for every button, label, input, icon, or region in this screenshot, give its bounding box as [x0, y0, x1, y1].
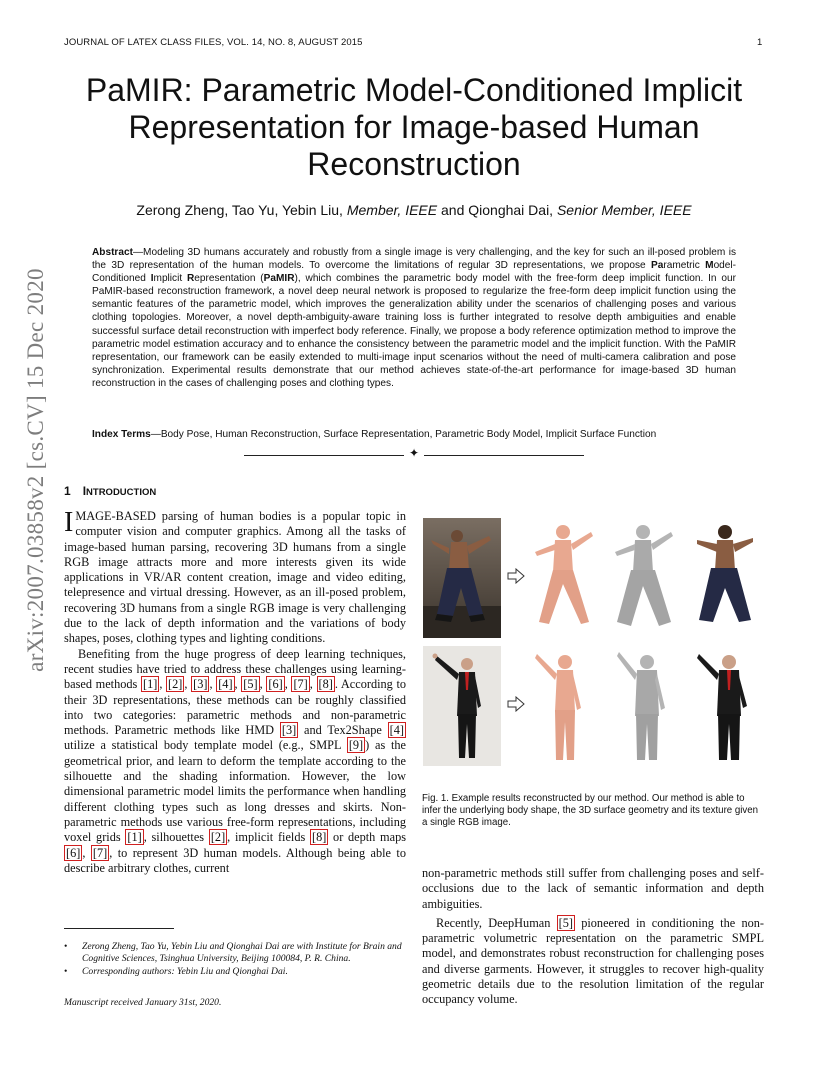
paragraph-text: Recently, DeepHuman: [436, 915, 557, 930]
intro-paragraph-2: Benefiting from the huge progress of deep learning techniques, recent studies have tried to address these challenges using learning-based methods [1] , [2] , [3] , [4] , [5] , [6] , [7] , [8] . According to their 3D representations, these methods can be roughly classified into two categories: parametric methods and non-parametric methods. Parametric methods like HMD [3] and Tex2Shape [4] utilize a statistical body template model (e.g., SMPL [9] ) as the geometrical prior, and learn to deform the template according to the silhouette and the shading information. However, the low dimensional parametric model limits the performance when handling different clothing types such as long dresses and skirts. Non-parametric methods use various free-form representations, including voxel grids [1] , silhouettes [2] , implicit fields [8] or depth maps [6] , [7] , to represent 3D human models. Although being able to describe arbitrary clothes, current: [64, 646, 407, 875]
right-paragraph-1: non-parametric methods still suffer from challenging poses and self-occlusions due to the lack of semantic information and depth ambiguities.: [422, 866, 764, 911]
abstract-text: ), which combines the parametric body model with the free-form deep implicit function. In our PaMIR-based reconstruction framework, a novel deep neural network is proposed to regularize the free-form deep implicit function using the semantic features of the parametric model, which improves the generalization ability under the scenarios of challenging poses and various clothing topologies. Moreover, a novel depth-ambiguity-aware training loss is further integrated to resolve depth ambiguities and enable successful surface detail reconstruction with imperfect body reference. Finally, we propose a body reference optimization method to improve the parametric model estimation accuracy and to enhance the consistency between the parametric model and the implicit function. With the PaMIR representation, our framework can be easily extended to multi-image input scenarios without the need of multi-camera calibration and pose synchronization. Experimental results demonstrate that our method achieves state-of-the-art performance for image-based 3D human reconstruction in the cases of challenging poses and clothing types.: [92, 273, 736, 389]
textured-model-businessman: [689, 646, 759, 766]
body-shape-model-businessman: [529, 646, 599, 766]
bullet-icon: •: [64, 966, 68, 977]
right-paragraph-2: [422, 916, 764, 1008]
acronym-rest: epresentation (: [194, 273, 264, 285]
paragraph-text: . According to their 3D representations, these methods can be roughly classified into two categories: parametric methods and non-parametric methods. Parametric methods like HMD: [64, 677, 407, 738]
citation-link[interactable]: [3]: [281, 723, 297, 738]
arxiv-identifier: arXiv:2007.03858v2 [cs.CV] 15 Dec 2020: [23, 268, 48, 672]
acronym-rest: mplicit: [153, 273, 187, 285]
footnotes: [64, 941, 406, 979]
member-affiliation: Member, IEEE: [346, 202, 438, 218]
citation-link[interactable]: [6]: [268, 677, 283, 692]
citation-link[interactable]: [7]: [92, 845, 108, 860]
surface-geometry-model-fighter: [609, 518, 679, 638]
figure-1: [423, 518, 763, 770]
figure-row-businessman: [423, 646, 763, 766]
paragraph-text: pioneered in conditioning the non-parametric volumetric representation on the parametric SMPL model, and demonstrates robust reconstruction for challenging poses and diverse garments. However, it struggles to recover high-quality geometric details due to the resolution limitation of the regular occupancy volume.: [422, 915, 764, 1007]
citation-link[interactable]: [4]: [218, 677, 233, 692]
drop-cap: I: [64, 507, 74, 538]
paragraph-text: or depth maps: [328, 830, 407, 845]
citation-link[interactable]: [8]: [311, 830, 327, 845]
input-photo-fighter: [423, 518, 501, 638]
citation-link[interactable]: [1]: [127, 830, 142, 845]
input-photo-businessman: [423, 646, 501, 766]
textured-model-fighter: [689, 518, 759, 638]
figure-row-fighter: [423, 518, 763, 638]
arrow-right-icon: [507, 568, 525, 584]
abstract-label: Abstract: [92, 247, 133, 258]
senior-member-affiliation: Senior Member, IEEE: [556, 202, 692, 218]
citation-link[interactable]: [2]: [168, 677, 183, 692]
acronym-letter: Pa: [650, 260, 664, 272]
body-column-left: [64, 509, 406, 876]
index-terms: [92, 429, 736, 440]
lead-in-smallcaps: MAGE-BASED: [75, 509, 156, 523]
citation-link[interactable]: [6]: [66, 845, 81, 860]
intro-paragraph-1: [64, 509, 406, 647]
citation-link[interactable]: [1]: [142, 677, 158, 692]
section-title-initial: I: [82, 484, 87, 498]
footnote-item: [64, 966, 406, 978]
acronym-letter: R: [186, 273, 195, 285]
figure-caption: Fig. 1. Example results reconstructed by our method. Our method is able to infer the underlying body shape, the 3D surface geometry and its texture given a single RGB image.: [422, 793, 759, 829]
acronym-rest: odel-Conditioned: [92, 260, 737, 285]
paragraph-text: ) as the geometrical prior, and learn to deform the template according to the silhouette and the shading information. However, the low dimensional parametric model limits the performance when handling different clothing types such as long dresses and skirts. Non-parametric methods use various free-form representations, including voxel grids: [64, 738, 406, 845]
citation-link[interactable]: [5]: [558, 915, 573, 930]
index-terms-label: Index Terms: [92, 429, 151, 440]
arrow-right-icon: [507, 696, 525, 712]
bullet-icon: •: [64, 941, 68, 952]
abstract: [92, 246, 736, 390]
author-names: Zerong Zheng, Tao Yu, Yebin Liu,: [136, 202, 343, 218]
author-name-last: and Qionghai Dai,: [441, 202, 554, 218]
citation-link[interactable]: [8]: [318, 677, 333, 692]
section-title: NTRODUCTION: [86, 487, 157, 498]
abstract-text: —Modeling 3D humans accurately and robustly from a single image is very challenging, and the key for such an ill-posed problem is the 3D representation of the human models. To overcome the limitations of regular 3D representations, we propose: [92, 247, 736, 272]
manuscript-note: Manuscript received January 31st, 2020.: [64, 997, 222, 1008]
paragraph-text: Benefiting from the huge progress of deep learning techniques, recent studies have tried to address these challenges using learning-based methods: [64, 646, 406, 692]
paragraph-text: , implicit fields: [227, 830, 310, 845]
acronym-letter: I: [150, 273, 154, 285]
paragraph-text: utilize a statistical body template model (e.g., SMPL: [64, 738, 347, 753]
acronym-letter: M: [705, 260, 714, 272]
acronym-full: PaMIR: [263, 273, 295, 285]
index-terms-text: —Body Pose, Human Reconstruction, Surface Representation, Parametric Body Model, Implicit Surface Function: [150, 429, 657, 440]
footnote-text: Corresponding authors: Yebin Liu and Qionghai Dai.: [82, 966, 288, 977]
running-header: JOURNAL OF LATEX CLASS FILES, VOL. 14, NO. 8, AUGUST 2015: [64, 37, 363, 48]
divider-line: [244, 455, 404, 456]
citation-link[interactable]: [4]: [389, 723, 404, 738]
section-heading: [64, 484, 156, 498]
footnote-rule: [64, 928, 174, 929]
citation-link[interactable]: [9]: [348, 738, 364, 753]
section-divider: [244, 448, 584, 462]
acronym-rest: rametric: [663, 260, 706, 272]
citation-link[interactable]: [2]: [210, 830, 226, 845]
divider-star-icon: ✦: [408, 446, 420, 460]
section-number: 1: [64, 484, 71, 498]
footnote-item: [64, 941, 406, 965]
author-list: [60, 202, 768, 218]
citation-link[interactable]: [7]: [293, 677, 308, 692]
paragraph-text: and Tex2Shape: [298, 723, 388, 738]
citation-link[interactable]: [3]: [193, 677, 208, 692]
page-number: 1: [757, 37, 763, 48]
paper-title: PaMIR: Parametric Model-Conditioned Implicit Representation for Image-based Human Reconstruction: [85, 72, 743, 182]
surface-geometry-model-businessman: [609, 646, 679, 766]
paragraph-text: parsing of human bodies is a popular topic in computer vision and computer graphics. Among all the tasks of image-based human parsing, recovering 3D humans from a single RGB image attracts more and more interests given its wide applications in VR/AR content creation, image and video editing, telepresence and virtual dressing. However, as an ill-posed problem, recovering 3D humans from a single RGB image is very challenging due to the lack of depth information and the variations of body shapes, poses, clothing types and lighting conditions.: [64, 509, 406, 646]
citation-link[interactable]: [5]: [243, 677, 258, 692]
divider-line: [424, 455, 584, 456]
body-shape-model-fighter: [529, 518, 599, 638]
body-column-right: [422, 866, 764, 1008]
paragraph-text: , silhouettes: [143, 830, 209, 845]
footnote-text: Zerong Zheng, Tao Yu, Yebin Liu and Qionghai Dai are with Institute for Brain and Cognitive Sciences, Tsinghua University, Beijing 100084, P. R. China.: [82, 941, 402, 964]
paragraph-text: , to represent 3D human models. Although being able to describe arbitrary clothes, current: [64, 845, 407, 875]
